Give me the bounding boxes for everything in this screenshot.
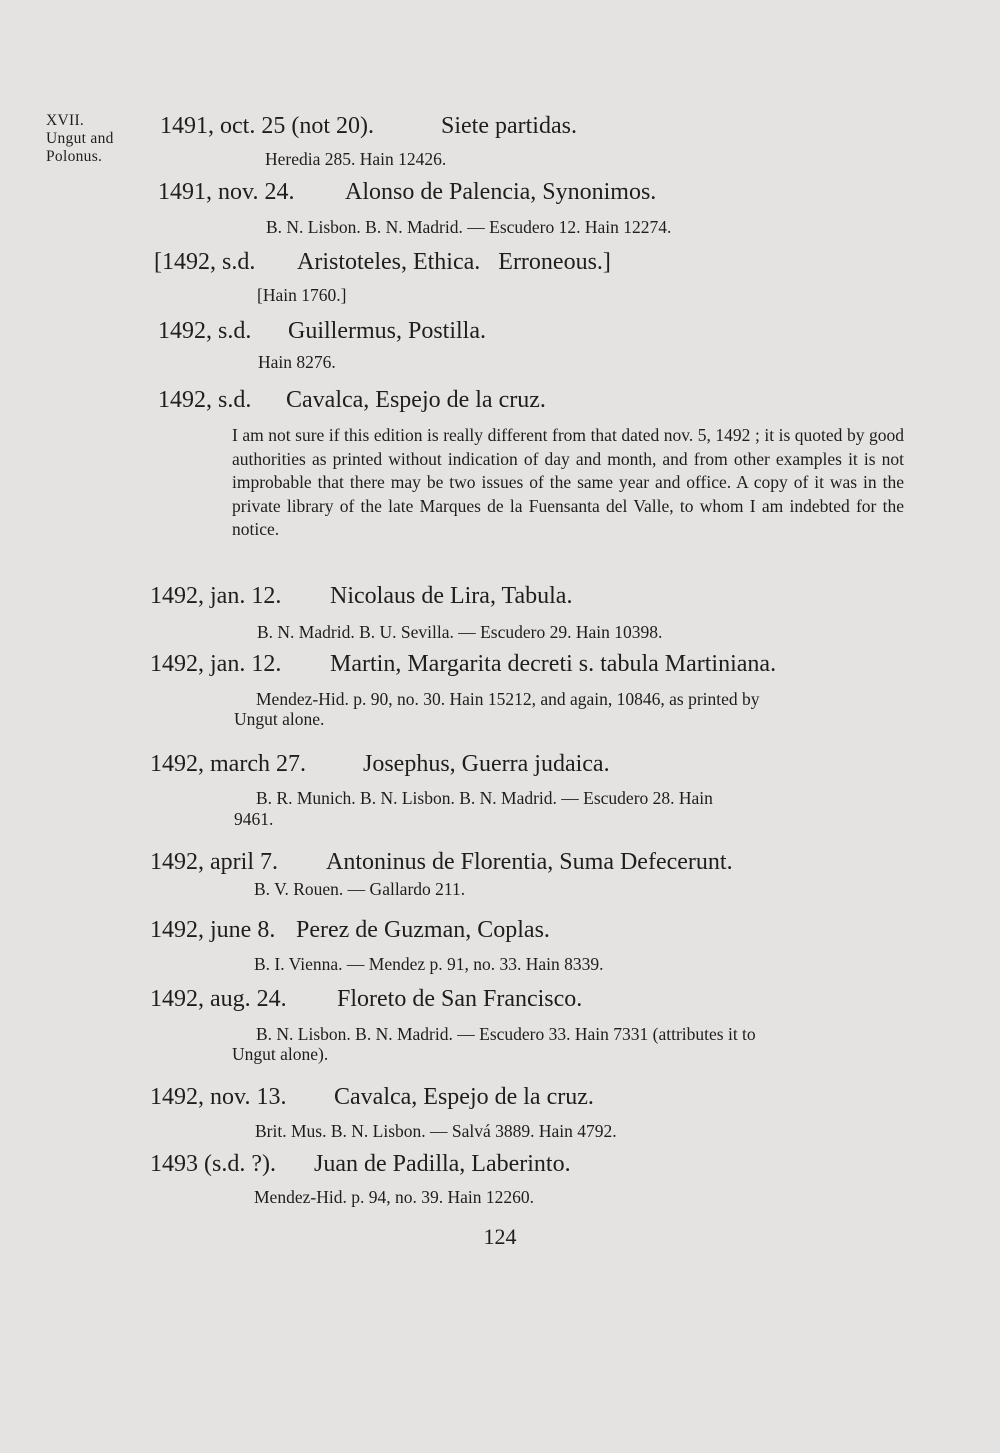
entry-heading: [158, 178, 657, 206]
entry-title: Floreto de San Francisco.: [337, 986, 583, 1012]
printer-name-line1: Ungut and: [46, 130, 114, 147]
entry-date: 1492, march 27.: [150, 751, 306, 777]
entry-reference: Hain 8276.: [258, 352, 336, 372]
entry-title: Aristoteles, Ethica. Erroneous.]: [297, 249, 611, 275]
entry-reference: Heredia 285. Hain 12426.: [265, 149, 447, 169]
entry-heading: [158, 386, 546, 414]
entry-reference: B. N. Madrid. B. U. Sevilla. — Escudero 29. Hain 10398.: [257, 622, 663, 642]
entry-heading: [150, 582, 573, 610]
entry-reference: B. N. Lisbon. B. N. Madrid. — Escudero 33. Hain 7331 (attributes it to: [256, 1024, 756, 1044]
printer-name-line2: Polonus.: [46, 148, 103, 165]
entry-heading: [160, 112, 577, 140]
entry-title: Siete partidas.: [441, 113, 577, 139]
entry-title: Guillermus, Postilla.: [288, 318, 486, 344]
entry-reference: B. V. Rouen. — Gallardo 211.: [254, 879, 466, 899]
entry-date: 1492, s.d.: [158, 387, 252, 413]
entry-reference: Brit. Mus. B. N. Lisbon. — Salvá 3889. Hain 4792.: [255, 1121, 617, 1141]
entry-date: [1492, s.d.: [154, 249, 256, 275]
entry-date: 1492, jan. 12.: [150, 583, 282, 609]
entry-reference: Mendez-Hid. p. 90, no. 30. Hain 15212, and again, 10846, as printed by: [256, 689, 760, 709]
entry-title: Cavalca, Espejo de la cruz.: [334, 1084, 594, 1110]
entry-heading: [150, 985, 583, 1013]
entry-title: Perez de Guzman, Coplas.: [296, 917, 550, 943]
entry-date: 1492, nov. 13.: [150, 1084, 287, 1110]
entry-date: 1491, nov. 24.: [158, 179, 295, 205]
entry-heading: [150, 1150, 571, 1178]
entry-title: Josephus, Guerra judaica.: [363, 751, 610, 777]
chapter-numeral: XVII.: [46, 112, 85, 129]
entry-date: 1492, april 7.: [150, 849, 278, 875]
entry-title: Antoninus de Florentia, Suma Defecerunt.: [326, 849, 733, 875]
entry-heading: [154, 248, 611, 276]
entry-reference-continued: 9461.: [234, 809, 274, 829]
entry-heading: [150, 916, 550, 944]
entry-heading: [158, 317, 486, 345]
entry-date: 1492, june 8.: [150, 917, 276, 943]
entry-reference-continued: Ungut alone).: [232, 1044, 329, 1064]
entry-heading: [150, 650, 777, 678]
entry-title: Nicolaus de Lira, Tabula.: [330, 583, 573, 609]
entry-reference: Mendez-Hid. p. 94, no. 39. Hain 12260.: [254, 1187, 534, 1207]
entry-title: Cavalca, Espejo de la cruz.: [286, 387, 546, 413]
entry-title: Alonso de Palencia, Synonimos.: [345, 179, 657, 205]
entry-heading: [150, 848, 733, 876]
entry-date: 1492, s.d.: [158, 318, 252, 344]
entry-title: Juan de Padilla, Laberinto.: [314, 1151, 571, 1177]
entry-reference: B. R. Munich. B. N. Lisbon. B. N. Madrid. — Escudero 28. Hain: [256, 788, 713, 808]
entry-heading: [150, 1083, 594, 1111]
margin-note: [46, 112, 114, 166]
entry-date: 1492, aug. 24.: [150, 986, 287, 1012]
entry-date: 1493 (s.d. ?).: [150, 1151, 276, 1177]
entry-reference-continued: Ungut alone.: [234, 709, 325, 729]
entry-date: 1492, jan. 12.: [150, 651, 282, 677]
entry-reference: B. I. Vienna. — Mendez p. 91, no. 33. Hain 8339.: [254, 954, 604, 974]
page-number: 124: [483, 1224, 517, 1249]
entry-reference: [Hain 1760.]: [257, 285, 347, 305]
entry-reference: B. N. Lisbon. B. N. Madrid. — Escudero 12. Hain 12274.: [266, 217, 672, 237]
entry-note: I am not sure if this edition is really different from that dated nov. 5, 1492 ; it is quoted by good authorities as printed without indication of day and month, and from other examples it is not improbable that there may be two issues of the same year and office. A copy of it was in the private library of the late Marques de la Fuensanta del Valle, to whom I am indebted for the notice.: [232, 425, 904, 539]
entry-heading: [150, 750, 610, 778]
entry-date: 1491, oct. 25 (not 20).: [160, 113, 374, 139]
entry-title: Martin, Margarita decreti s. tabula Martiniana.: [330, 651, 777, 677]
